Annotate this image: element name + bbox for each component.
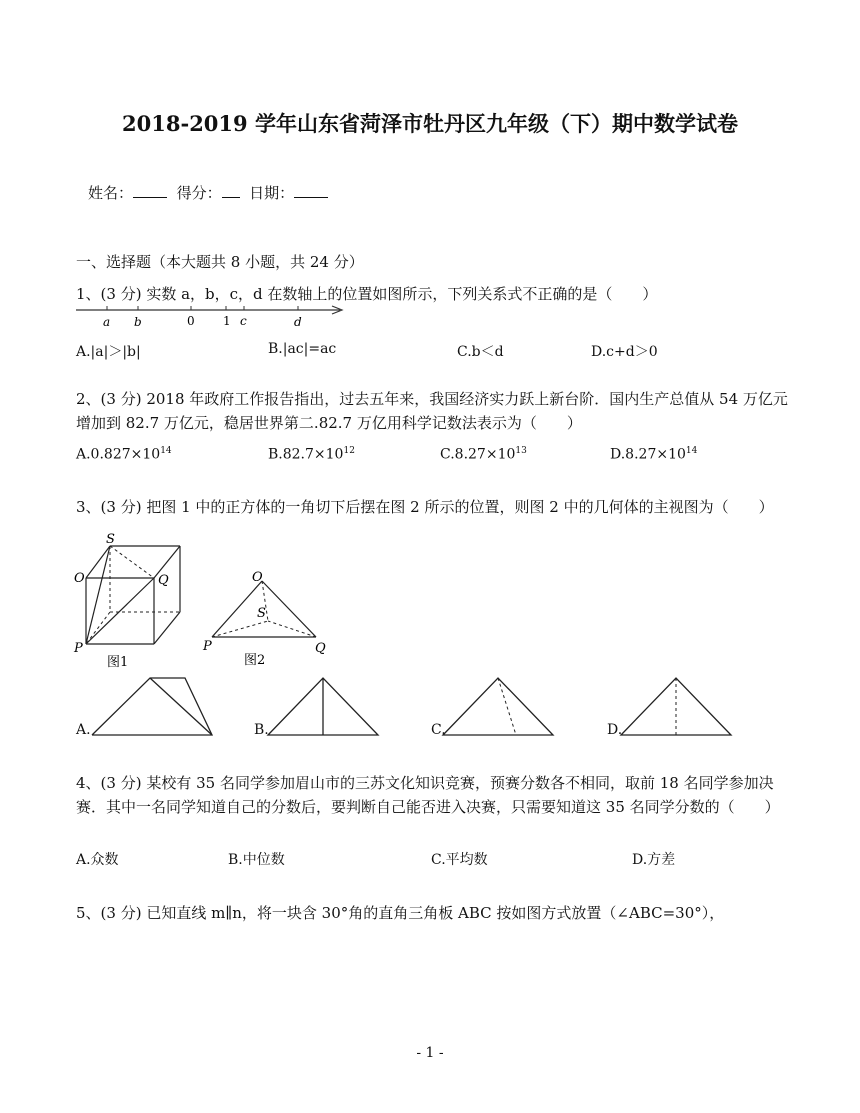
axis-label-a: a: [103, 315, 111, 329]
fig1-label-s: S: [106, 532, 115, 547]
fig2-label-o: O: [252, 570, 263, 585]
q4-option-d[interactable]: D.方差: [632, 852, 676, 868]
question-3-stem: 3、(3 分) 把图 1 中的正方体的一角切下后摆在图 2 所示的位置，则图 2 中的几何体的主视图为（ ）: [76, 498, 774, 516]
q1-option-a[interactable]: A.|a|＞|b|: [76, 344, 141, 360]
q4-option-c[interactable]: C.平均数: [431, 852, 488, 868]
axis-label-c: c: [240, 314, 247, 328]
score-label: 得分：: [176, 184, 222, 202]
name-blank: [133, 185, 167, 198]
q1-option-b[interactable]: B.|ac|=ac: [268, 341, 337, 357]
axis-label-0: 0: [187, 314, 195, 328]
question-5-stem: 5、(3 分) 已知直线 m∥n，将一块含 30°角的直角三角板 ABC 按如图方式放置（∠ABC=30°），: [76, 904, 725, 922]
q4-option-a[interactable]: A.众数: [76, 852, 119, 868]
axis-label-d: d: [294, 315, 302, 329]
figure-2-pyramid: [200, 565, 335, 672]
q2-option-d[interactable]: $D.8.27\times 10^{14}$: [610, 446, 698, 463]
fig1-label-p: P: [74, 641, 83, 656]
q2-option-b[interactable]: $B.82.7\times 10^{12}$: [268, 446, 355, 463]
q4-option-b[interactable]: B.中位数: [228, 852, 285, 868]
q3-option-b-figure: [266, 675, 381, 737]
q3-option-a[interactable]: A.: [76, 722, 91, 738]
q3-option-b[interactable]: B.: [254, 722, 269, 738]
question-4-stem: 4、(3 分) 某校有 35 名同学参加眉山市的三苏文化知识竞赛，预赛分数各不相同，取前 18 名同学参加决赛．其中一名同学知道自己的分数后，要判断自己能否进入决赛，只需要知道这 35 名同学分数的（ ）: [76, 774, 780, 816]
question-2-stem: 2、(3 分) 2018 年政府工作报告指出，过去五年来，我国经济实力跃上新台阶．国内生产总值从 54 万亿元增加到 82.7 万亿元，稳居世界第二.82.7 万亿用科学记数法表示为（ ）: [76, 390, 788, 432]
page-number: - 1 -: [416, 1045, 444, 1061]
q3-option-c[interactable]: C.: [431, 722, 446, 738]
fig2-label-p: P: [203, 639, 212, 654]
q2-option-c[interactable]: $C.8.27\times 10^{13}$: [440, 446, 527, 463]
q3-option-a-figure: [90, 675, 215, 737]
fig1-label-q: Q: [158, 573, 169, 588]
page-title: 2018-2019 学年山东省菏泽市牡丹区九年级（下）期中数学试卷: [122, 111, 738, 136]
fig2-label-s: S: [257, 606, 266, 621]
q2-option-a[interactable]: $A.0.827\times 10^{14}$: [76, 446, 172, 463]
q3-option-c-figure: [441, 675, 556, 737]
axis-label-b: b: [134, 315, 142, 329]
q3-option-d[interactable]: D.: [607, 722, 623, 738]
fig2-label-q: Q: [315, 641, 326, 656]
name-label: 姓名：: [88, 184, 134, 202]
fig2-caption: 图2: [244, 653, 266, 668]
student-info-line: [88, 182, 328, 203]
number-line-ticks: [107, 306, 298, 310]
score-blank: [222, 185, 240, 198]
figure-1-cube: [70, 532, 195, 672]
q1-option-c[interactable]: C.b＜d: [457, 344, 504, 360]
date-label: 日期：: [249, 184, 295, 202]
section-heading: 一、选择题（本大题共 8 小题，共 24 分）: [76, 253, 364, 271]
fig1-label-o: O: [74, 571, 85, 586]
fig1-caption: 图1: [107, 655, 129, 670]
question-1-stem: 1、(3 分) 实数 a，b，c，d 在数轴上的位置如图所示，下列关系式不正确的是（ ）: [76, 285, 658, 303]
q1-option-d[interactable]: D.c+d＞0: [591, 344, 658, 360]
number-line-figure: [74, 302, 349, 330]
q3-option-d-figure: [619, 675, 734, 737]
axis-label-1: 1: [223, 314, 231, 328]
date-blank: [294, 185, 328, 198]
